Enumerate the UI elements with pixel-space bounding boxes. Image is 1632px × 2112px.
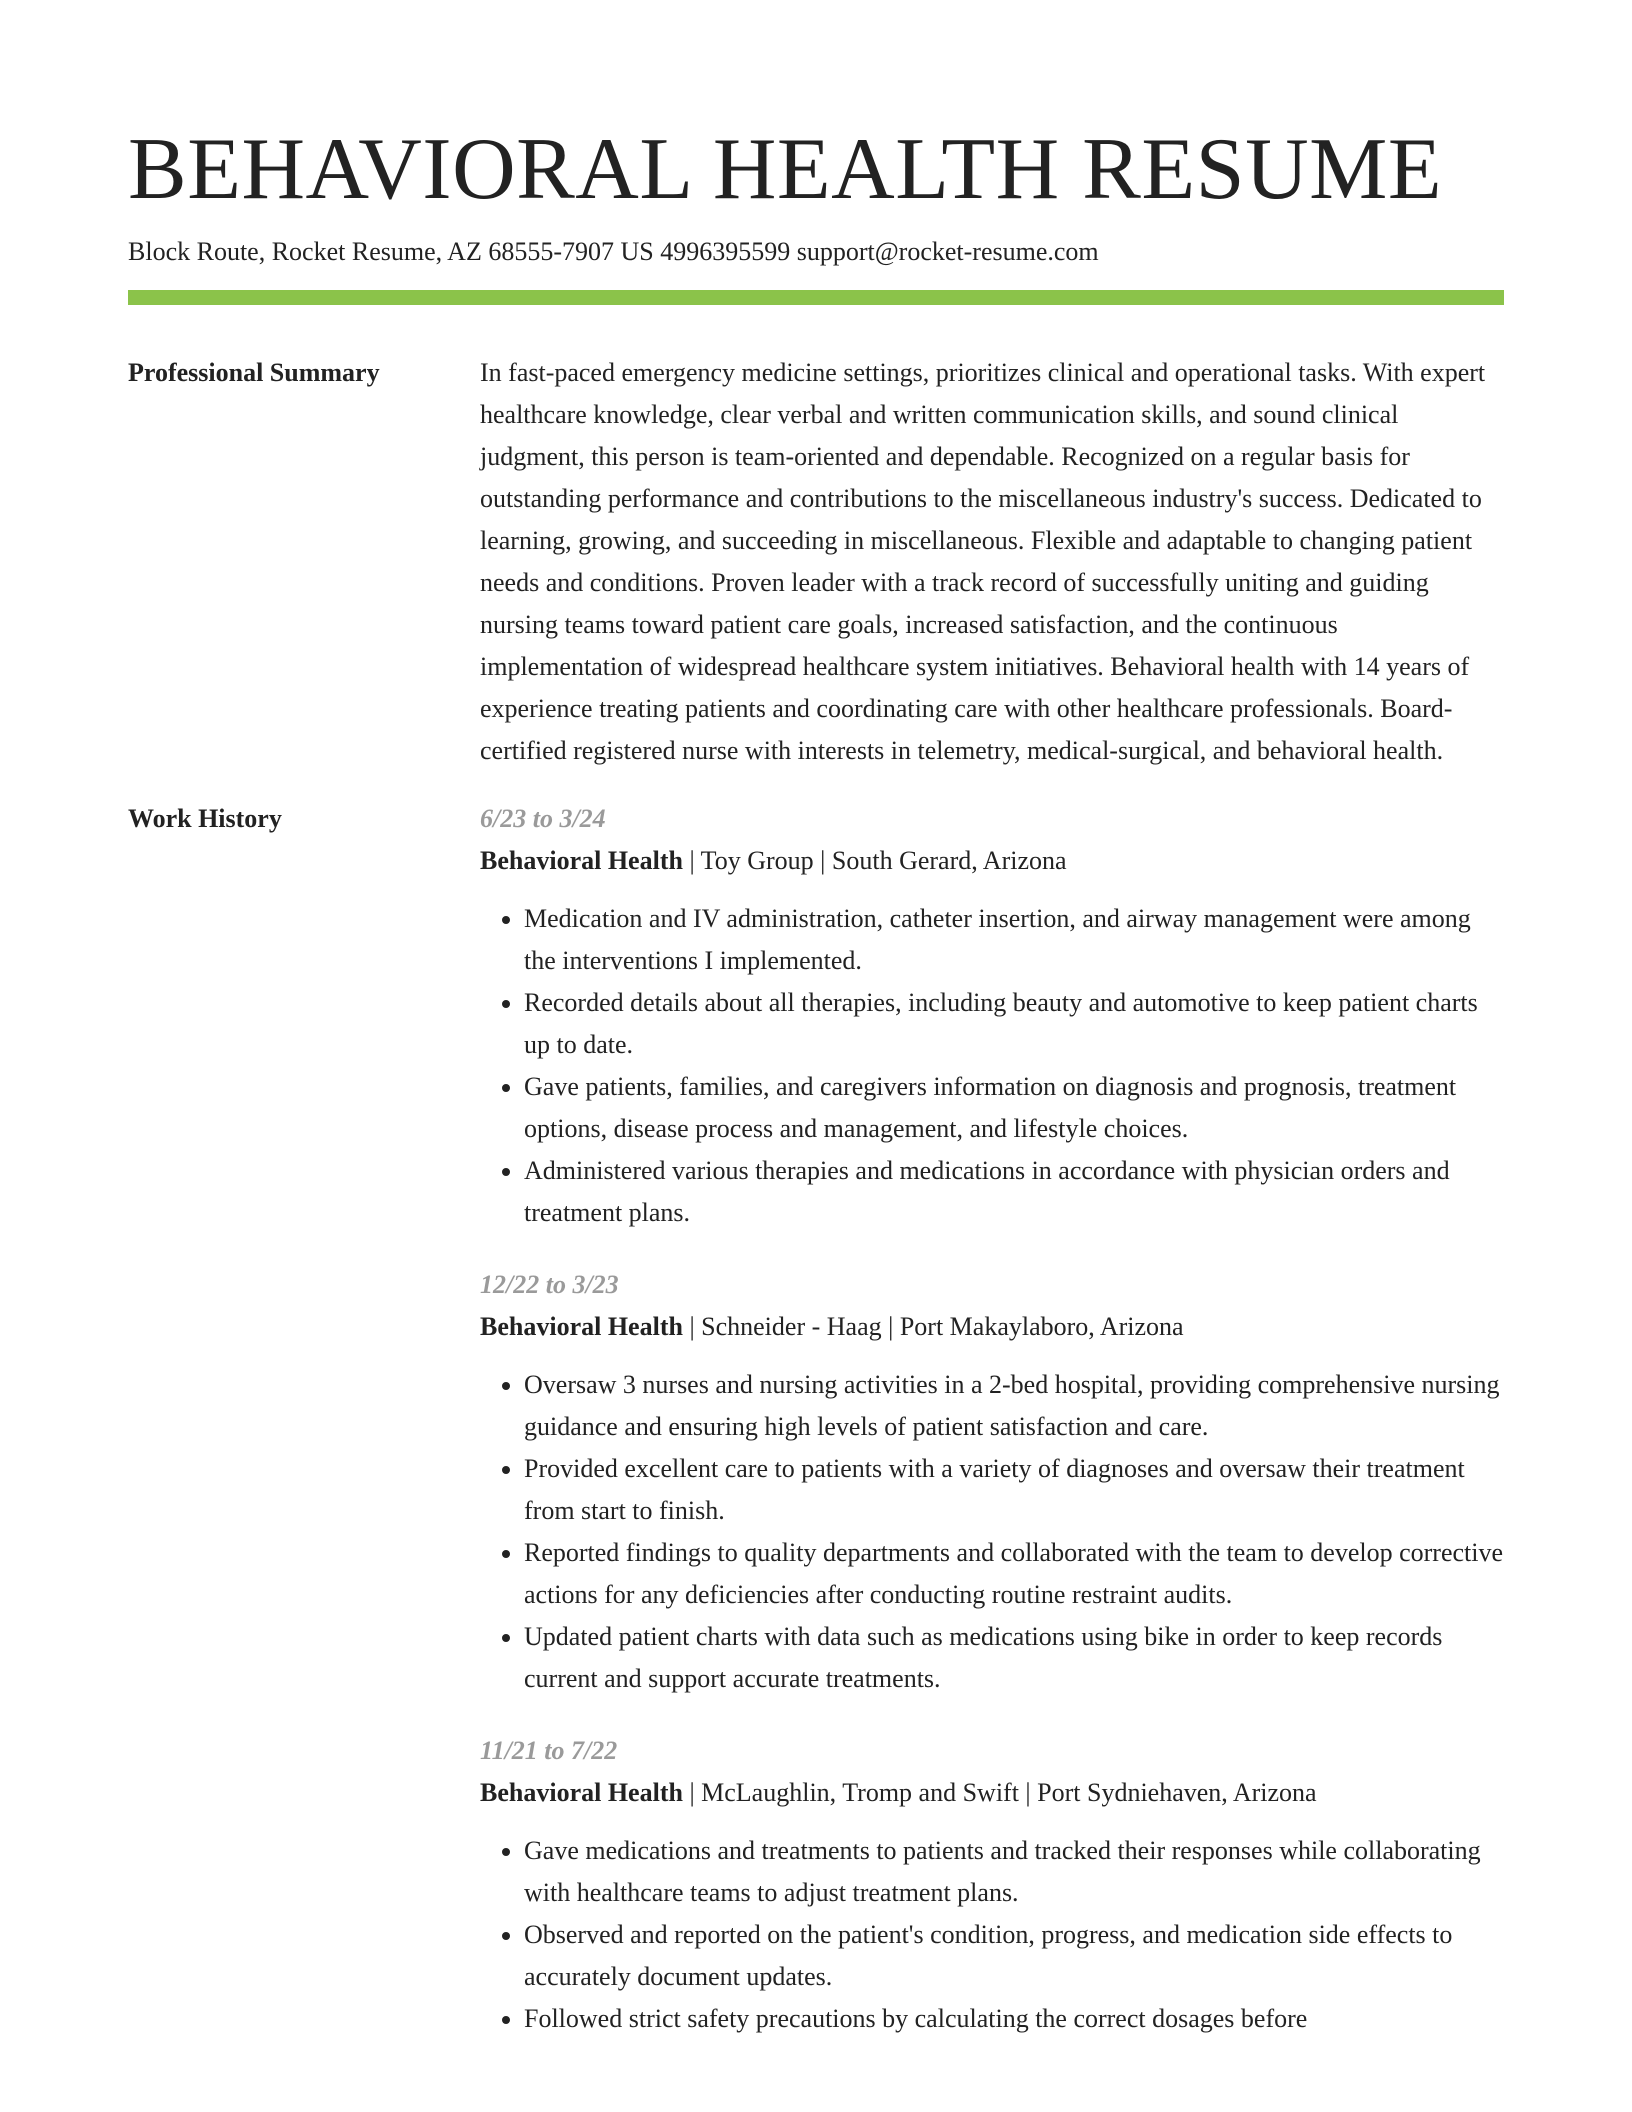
summary-text: In fast-paced emergency medicine settings, prioritizes clinical and operational tasks. With expert healthcare knowledge, clear verbal and written communication skills, and sound clinical judgment, this person is team-oriented and dependable. Recognized on a regular basis for outstanding performance and contributions to the miscellaneous industry's success. Dedicated to learning, growing, and succeeding in miscellaneous. Flexible and adaptable to changing patient needs and conditions. Proven leader with a track record of successfully uniting and guiding nursing teams toward patient care goals, increased satisfaction, and the continuous implementation of widespread healthcare system initiatives. Behavioral health with 14 years of experience treating patients and coordinating care with other healthcare professionals. Board-certified registered nurse with interests in telemetry, medical-surgical, and behavioral health. <box>480 358 1486 765</box>
section-label-work: Work History <box>128 804 282 833</box>
job-entry <box>480 1264 1504 1700</box>
job-duties <box>480 898 1504 1234</box>
professional-summary-section <box>128 352 1504 772</box>
job-duties <box>480 1364 1504 1700</box>
duty-item: • Reported findings to quality departments and collaborated with the team to develop corrective actions for any deficiencies after conducting routine restraint audits. <box>524 1532 1504 1616</box>
job-dates: 12/22 to 3/23 <box>480 1270 619 1299</box>
duty-item: • Gave medications and treatments to patients and tracked their responses while collaborating with healthcare teams to adjust treatment plans. <box>524 1830 1504 1914</box>
resume-page <box>128 120 1504 2040</box>
job-title: Behavioral Health <box>480 1778 683 1807</box>
duty-item: • Observed and reported on the patient's condition, progress, and medication side effects to accurately document updates. <box>524 1914 1504 1998</box>
header-divider <box>128 290 1504 305</box>
resume-title: BEHAVIORAL HEALTH RESUME <box>128 121 1443 218</box>
job-heading <box>480 1306 1504 1348</box>
job-employer-location: | Toy Group | South Gerard, Arizona <box>682 846 1067 875</box>
job-heading <box>480 840 1504 882</box>
work-history-list <box>480 798 1504 2040</box>
contact-line: Block Route, Rocket Resume, AZ 68555-7907 US 4996395599 support@rocket-resume.com <box>128 237 1099 266</box>
duty-item: • Provided excellent care to patients with a variety of diagnoses and oversaw their treatment from start to finish. <box>524 1448 1504 1532</box>
job-title: Behavioral Health <box>480 1312 683 1341</box>
work-history-section <box>128 798 1504 2040</box>
job-entry <box>480 798 1504 1234</box>
duty-item: • Oversaw 3 nurses and nursing activities in a 2-bed hospital, providing comprehensive nursing guidance and ensuring high levels of patient satisfaction and care. <box>524 1364 1504 1448</box>
job-dates: 6/23 to 3/24 <box>480 804 606 833</box>
duty-item: • Recorded details about all therapies, including beauty and automotive to keep patient charts up to date. <box>524 982 1504 1066</box>
job-duties <box>480 1830 1504 2040</box>
job-employer-location: | Schneider - Haag | Port Makaylaboro, Arizona <box>682 1312 1184 1341</box>
job-entry <box>480 1730 1504 2040</box>
duty-item: • Gave patients, families, and caregivers information on diagnosis and prognosis, treatment options, disease process and management, and lifestyle choices. <box>524 1066 1504 1150</box>
duty-item: • Updated patient charts with data such as medications using bike in order to keep records current and support accurate treatments. <box>524 1616 1504 1700</box>
section-label-summary: Professional Summary <box>128 358 380 387</box>
duty-item: • Medication and IV administration, catheter insertion, and airway management were among the interventions I implemented. <box>524 898 1504 982</box>
duty-item: • Administered various therapies and medications in accordance with physician orders and treatment plans. <box>524 1150 1504 1234</box>
job-title: Behavioral Health <box>480 846 683 875</box>
job-heading <box>480 1772 1504 1814</box>
job-dates: 11/21 to 7/22 <box>480 1736 618 1765</box>
duty-item: • Followed strict safety precautions by calculating the correct dosages before <box>524 1998 1504 2040</box>
job-employer-location: | McLaughlin, Tromp and Swift | Port Sydniehaven, Arizona <box>682 1778 1317 1807</box>
